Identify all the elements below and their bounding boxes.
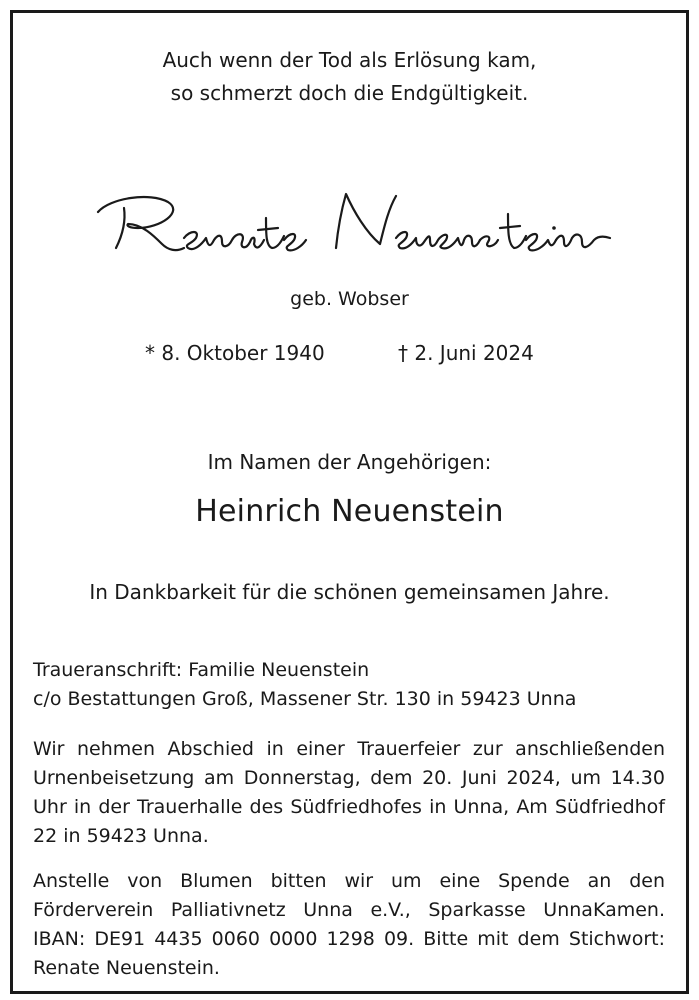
address-line-1: Traueranschrift: Familie Neuenstein — [33, 659, 370, 681]
motto-quote — [13, 44, 686, 110]
motto-line-2: so schmerzt doch die Endgültigkeit. — [170, 81, 529, 105]
gratitude-line: In Dankbarkeit für die schönen gemeinsamen Jahre. — [89, 580, 610, 604]
address-line-2: c/o Bestattungen Groß, Massener Str. 130 in 59423 Unna — [33, 688, 577, 710]
ceremony-paragraph: Wir nehmen Abschied in einer Trauerfeier zur anschließenden Urnenbeisetzung am Donnerstag, dem 20. Juni 2024, um 14.30 Uhr in der Trauerhalle des Südfriedhofes in Unna, Am Südfriedhof 22 in 59423 Unna. — [33, 738, 665, 847]
death-date: † 2. Juni 2024 — [398, 341, 534, 365]
motto-line-1: Auch wenn der Tod als Erlösung kam, — [162, 48, 537, 72]
mourning-address — [33, 656, 665, 714]
mourners-intro: Im Namen der Angehörigen: — [207, 450, 492, 474]
handwritten-name-signature — [80, 178, 620, 268]
birth-name: geb. Wobser — [290, 288, 409, 310]
donation-paragraph: Anstelle von Blumen bitten wir um eine Spende an den Förderverein Palliativnetz Unna e.V., Sparkasse UnnaKamen. IBAN: DE91 4435 0060 0000 1298 09. Bitte mit dem Stichwort: Renate Neuenstein. — [33, 870, 665, 979]
birth-date: * 8. Oktober 1940 — [145, 341, 325, 365]
mourner-name: Heinrich Neuenstein — [195, 494, 504, 529]
